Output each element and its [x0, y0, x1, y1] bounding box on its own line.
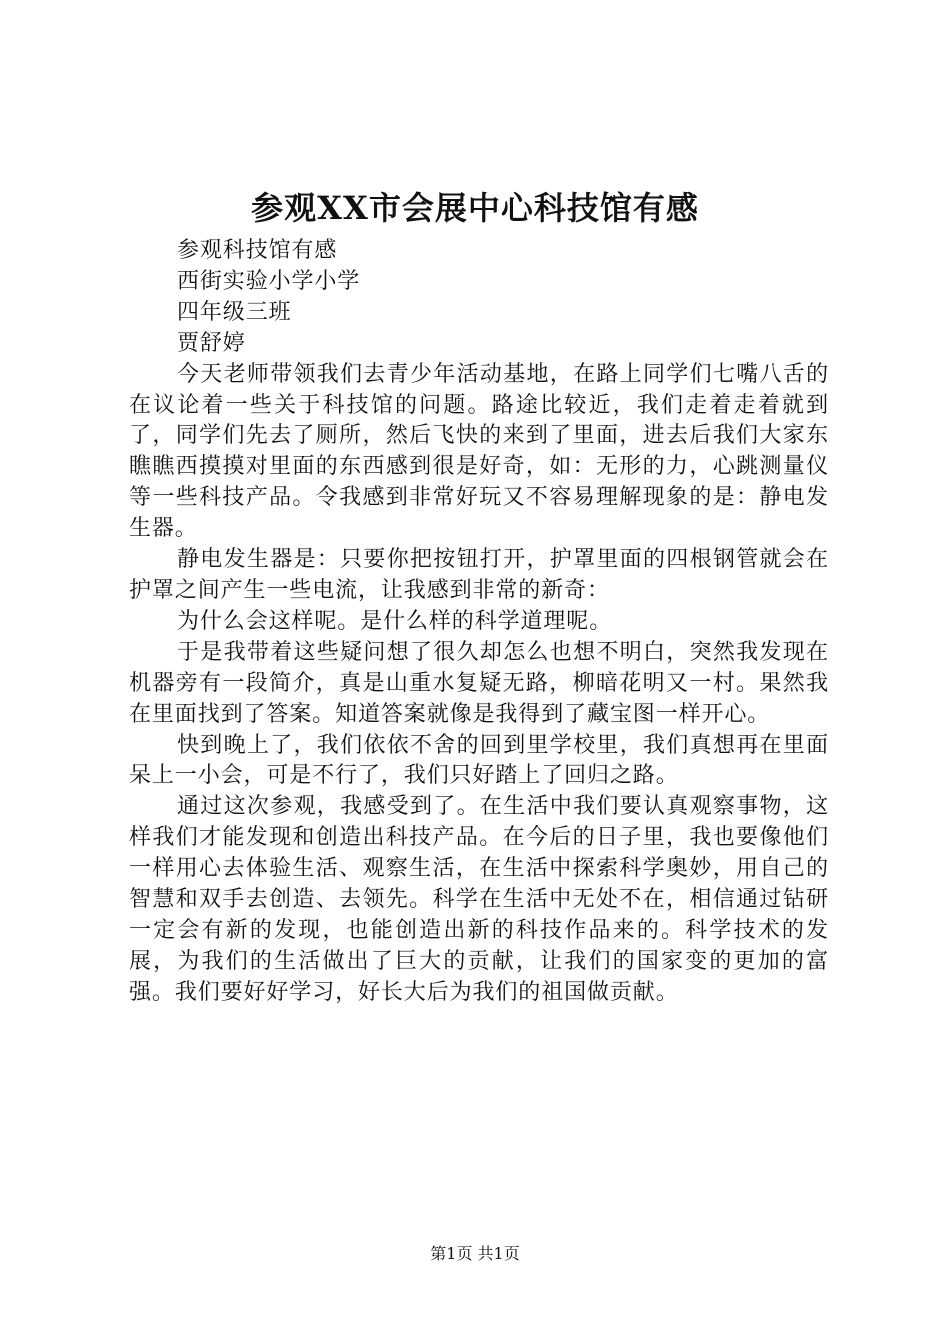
- document-title: 参观XX市会展中心科技馆有感: [251, 189, 699, 227]
- body-paragraph: 通过这次参观，我感受到了。在生活中我们要认真观察事物，这样我们才能发现和创造出科技产品。在今后的日子里，我也要像他们一样用心去体验生活、观察生活，在生活中探索科学奥妙，用自己的智慧和双手去创造、去领先。科学在生活中无处不在，相信通过钻研一定会有新的发现，也能创造出新的科技作品来的。科学技术的发展，为我们的生活做出了巨大的贡献，让我们的国家变的更加的富强。我们要好好学习，好长大后为我们的祖国做贡献。: [129, 794, 829, 1005]
- essay-subtitle: 参观科技馆有感: [177, 238, 338, 263]
- body-paragraph: 静电发生器是：只要你把按钮打开，护罩里面的四根钢管就会在护罩之间产生一些电流，让我感到非常的新奇：: [129, 547, 829, 603]
- document-body: [129, 236, 829, 1009]
- body-paragraph: 为什么会这样呢。是什么样的科学道理呢。: [177, 608, 613, 634]
- author-name: 贾舒婷: [177, 330, 246, 356]
- page-number-footer: 第1页 共1页: [430, 1244, 520, 1263]
- body-paragraph: 今天老师带领我们去青少年活动基地，在路上同学们七嘴八舌的在议论着一些关于科技馆的问题。路途比较近，我们走着走着就到了，同学们先去了厕所，然后飞快的来到了里面，进去后我们大家东瞧瞧西摸摸对里面的东西感到很是好奇，如：无形的力，心跳测量仪等一些科技产品。令我感到非常好玩又不容易理解现象的是：静电发生器。: [129, 361, 829, 542]
- body-paragraph: 于是我带着这些疑问想了很久却怎么也想不明白，突然我发现在机器旁有一段简介，真是山重水复疑无路，柳暗花明又一村。果然我在里面找到了答案。知道答案就像是我得到了藏宝图一样开心。: [129, 639, 829, 727]
- school-name: 西街实验小学小学: [177, 268, 361, 294]
- body-paragraph: 快到晚上了，我们依依不舍的回到里学校里，我们真想再在里面呆上一小会，可是不行了，我们只好踏上了回归之路。: [129, 732, 829, 789]
- class-name: 四年级三班: [177, 299, 292, 325]
